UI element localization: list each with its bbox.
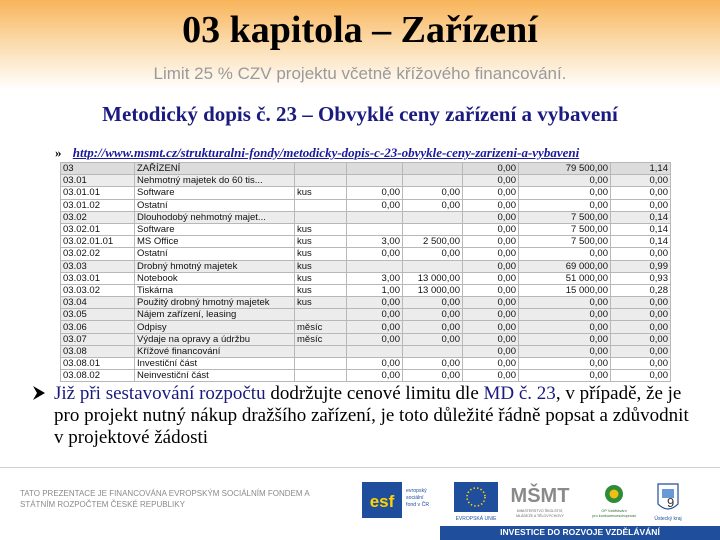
svg-text:evropskýsociálnífond v ČR: evropský sociální fond v ČR (406, 488, 430, 508)
table-cell: 0,14 (611, 223, 671, 235)
table-cell: 0,00 (403, 370, 463, 382)
table-cell: 0,00 (463, 284, 519, 296)
table-cell: 03.02.01.01 (61, 236, 135, 248)
table-cell: 0,28 (611, 284, 671, 296)
table-cell: 03.08.02 (61, 370, 135, 382)
table-cell: 0,00 (611, 345, 671, 357)
funding-logos (362, 478, 692, 524)
table-cell: 7 500,00 (519, 211, 611, 223)
esf-logo (362, 482, 429, 518)
svg-text:esf: esf (369, 492, 395, 511)
table-cell: 0,00 (463, 223, 519, 235)
table-cell: 1,00 (347, 284, 403, 296)
table-cell: Investiční část (135, 358, 295, 370)
table-cell: 7 500,00 (519, 223, 611, 235)
bullet-text-highlight: Již při sestavování rozpočtu (54, 383, 266, 404)
table-cell: Dlouhodobý nehmotný majet... (135, 211, 295, 223)
table-cell: 03 (61, 163, 135, 175)
table-cell: 3,00 (347, 272, 403, 284)
table-cell (347, 211, 403, 223)
svg-text:OP Vzdělávání: OP Vzdělávání (601, 509, 627, 513)
bullet-text-md: MD č. 23 (483, 383, 556, 404)
table-cell (403, 345, 463, 357)
table-row (61, 333, 671, 345)
table-cell: 0,00 (611, 187, 671, 199)
table-cell: 03.08 (61, 345, 135, 357)
table-cell: 79 500,00 (519, 163, 611, 175)
table-cell (403, 260, 463, 272)
table-row (61, 211, 671, 223)
table-cell: 15 000,00 (519, 284, 611, 296)
table-cell: 0,00 (463, 163, 519, 175)
table-cell: 13 000,00 (403, 284, 463, 296)
table-cell: 0,00 (463, 309, 519, 321)
table-cell: 0,00 (519, 199, 611, 211)
table-cell: 0,00 (519, 309, 611, 321)
table-cell: 69 000,00 (519, 260, 611, 272)
table-cell: Ostatní (135, 199, 295, 211)
table-cell: 0,00 (463, 260, 519, 272)
table-cell: 03.02.01 (61, 223, 135, 235)
table-cell: 0,00 (463, 211, 519, 223)
table-cell: 0,00 (463, 370, 519, 382)
table-row (61, 297, 671, 309)
table-cell: Notebook (135, 272, 295, 284)
table-cell: 0,00 (463, 236, 519, 248)
table-cell: 0,93 (611, 272, 671, 284)
table-row (61, 248, 671, 260)
table-cell: 03.01.01 (61, 187, 135, 199)
table-cell: Tiskárna (135, 284, 295, 296)
table-row (61, 358, 671, 370)
table-cell (347, 260, 403, 272)
table-cell: 0,00 (347, 370, 403, 382)
svg-text:MLÁDEŽE A TĚLOVÝCHOVY: MLÁDEŽE A TĚLOVÝCHOVY (516, 514, 564, 518)
table-cell: 0,00 (463, 358, 519, 370)
table-cell: kus (295, 248, 347, 260)
table-cell: kus (295, 187, 347, 199)
table-cell: 0,00 (347, 309, 403, 321)
table-cell: 03.07 (61, 333, 135, 345)
table-row (61, 321, 671, 333)
table-cell: kus (295, 223, 347, 235)
svg-text:Ústecký kraj: Ústecký kraj (654, 516, 682, 522)
table-cell: 0,00 (611, 175, 671, 187)
table-cell: 0,00 (403, 187, 463, 199)
svg-text:EVROPSKÁ UNIE: EVROPSKÁ UNIE (455, 516, 497, 522)
table-cell (295, 358, 347, 370)
table-cell (403, 223, 463, 235)
table-cell: 0,00 (347, 297, 403, 309)
budget-table-body (61, 163, 671, 382)
section-heading: Metodický dopis č. 23 – Obvyklé ceny zařízení a vybavení (102, 102, 618, 126)
svg-text:MŠMT: MŠMT (510, 485, 570, 507)
table-cell: 03.06 (61, 321, 135, 333)
table-cell: Software (135, 187, 295, 199)
table-cell (347, 175, 403, 187)
table-cell: 0,00 (519, 370, 611, 382)
table-row (61, 309, 671, 321)
footer-divider (0, 467, 720, 468)
table-cell: ZAŘÍZENÍ (135, 163, 295, 175)
table-cell: 2 500,00 (403, 236, 463, 248)
table-cell: 0,00 (519, 333, 611, 345)
table-row (61, 199, 671, 211)
table-cell: 0,00 (463, 199, 519, 211)
table-cell: 0,14 (611, 236, 671, 248)
table-cell: 03.03 (61, 260, 135, 272)
table-cell: MS Office (135, 236, 295, 248)
table-cell: 0,00 (463, 175, 519, 187)
table-cell: 0,00 (403, 321, 463, 333)
slide-title: 03 kapitola – Zařízení (182, 9, 538, 51)
budget-table (60, 162, 671, 382)
table-cell: 0,00 (611, 321, 671, 333)
table-cell: Nájem zařízení, leasing (135, 309, 295, 321)
table-row (61, 236, 671, 248)
table-cell: 03.01.02 (61, 199, 135, 211)
table-cell: 3,00 (347, 236, 403, 248)
table-row (61, 187, 671, 199)
table-cell: 0,00 (347, 358, 403, 370)
table-cell: 03.01 (61, 175, 135, 187)
table-cell: 0,00 (519, 248, 611, 260)
table-cell: Ostatní (135, 248, 295, 260)
table-cell: Neinvestiční část (135, 370, 295, 382)
table-cell: 0,00 (611, 248, 671, 260)
table-cell: 0,00 (519, 345, 611, 357)
svg-text:MINISTERSTVO ŠKOLSTVÍ,: MINISTERSTVO ŠKOLSTVÍ, (516, 509, 564, 513)
table-cell: 0,00 (611, 297, 671, 309)
table-cell: 0,99 (611, 260, 671, 272)
table-cell: 0,00 (519, 297, 611, 309)
bullet-text-part: dodržujte cenové limitu dle (265, 383, 484, 404)
table-cell: 03.05 (61, 309, 135, 321)
table-cell: 0,00 (519, 321, 611, 333)
table-cell (295, 345, 347, 357)
op-vk-logo (592, 485, 636, 518)
table-row (61, 272, 671, 284)
table-cell: 13 000,00 (403, 272, 463, 284)
bullet-text (54, 383, 697, 449)
msmt-logo (511, 483, 570, 518)
table-cell: 0,00 (403, 248, 463, 260)
methodical-letter-link[interactable]: http://www.msmt.cz/strukturalni-fondy/metodicky-dopis-c-23-obvykle-ceny-zarizeni-a-vybaveni (72, 145, 580, 160)
table-cell (295, 175, 347, 187)
table-cell: Křížové financování (135, 345, 295, 357)
table-cell: 0,00 (463, 248, 519, 260)
main-bullet (32, 383, 697, 449)
table-cell: 0,00 (347, 321, 403, 333)
budget-table-image (60, 162, 670, 382)
table-cell: 03.02.02 (61, 248, 135, 260)
table-cell: 0,00 (611, 333, 671, 345)
table-cell: 0,00 (519, 175, 611, 187)
table-cell: 0,00 (347, 199, 403, 211)
table-cell: 0,00 (611, 370, 671, 382)
table-row (61, 370, 671, 382)
table-cell: 0,00 (463, 321, 519, 333)
slide-subtitle: Limit 25 % CZV projektu včetně křížového financování. (153, 64, 567, 83)
table-cell (295, 370, 347, 382)
table-row (61, 163, 671, 175)
table-cell: 0,00 (519, 187, 611, 199)
table-cell (347, 223, 403, 235)
table-cell (295, 163, 347, 175)
table-cell: 03.02 (61, 211, 135, 223)
table-cell: 0,00 (463, 345, 519, 357)
table-cell: kus (295, 272, 347, 284)
table-row (61, 260, 671, 272)
table-cell: 0,00 (403, 297, 463, 309)
table-row (61, 345, 671, 357)
table-cell: 0,00 (611, 358, 671, 370)
table-cell: Nehmotný majetek do 60 tis... (135, 175, 295, 187)
table-cell (403, 211, 463, 223)
table-cell: 0,00 (403, 199, 463, 211)
table-cell: 0,00 (611, 199, 671, 211)
table-row (61, 223, 671, 235)
table-cell: 03.03.02 (61, 284, 135, 296)
table-cell: Software (135, 223, 295, 235)
table-cell: kus (295, 297, 347, 309)
table-cell: Drobný hmotný majetek (135, 260, 295, 272)
bullet-text-rest: , v případě, že je pro projekt nutný nákup dražšího zařízení, je toto důležité řádně popsat a zdůvodnit v projektové žádosti (54, 383, 689, 448)
link-marker: » (55, 145, 62, 160)
table-cell: kus (295, 284, 347, 296)
table-cell: 0,14 (611, 211, 671, 223)
table-cell: 0,00 (611, 309, 671, 321)
table-cell: 0,00 (463, 297, 519, 309)
svg-text:pro konkurenceschopnost: pro konkurenceschopnost (592, 514, 636, 518)
table-cell: Použitý drobný hmotný majetek (135, 297, 295, 309)
table-cell: kus (295, 260, 347, 272)
table-cell: 0,00 (347, 333, 403, 345)
table-cell: 03.03.01 (61, 272, 135, 284)
table-cell (403, 175, 463, 187)
table-cell: 1,14 (611, 163, 671, 175)
table-cell: 51 000,00 (519, 272, 611, 284)
table-cell: 0,00 (463, 333, 519, 345)
table-cell: 7 500,00 (519, 236, 611, 248)
table-row (61, 175, 671, 187)
table-cell (347, 345, 403, 357)
link-row (55, 145, 579, 161)
table-cell: Výdaje na opravy a údržbu (135, 333, 295, 345)
page-number: 9 (667, 495, 675, 510)
bottom-band-text: INVESTICE DO ROZVOJE VZDĚLÁVÁNÍ (500, 527, 660, 537)
arrow-bullet-icon (32, 385, 46, 401)
table-cell (295, 309, 347, 321)
table-cell: 0,00 (403, 358, 463, 370)
eu-logo (454, 482, 498, 522)
table-cell: 0,00 (403, 309, 463, 321)
table-cell: 0,00 (463, 272, 519, 284)
table-cell: měsíc (295, 333, 347, 345)
table-cell: kus (295, 236, 347, 248)
table-cell: 0,00 (403, 333, 463, 345)
table-row (61, 284, 671, 296)
table-cell (403, 163, 463, 175)
table-cell: 0,00 (347, 187, 403, 199)
table-cell (347, 163, 403, 175)
table-cell: 0,00 (519, 358, 611, 370)
table-cell: 03.04 (61, 297, 135, 309)
table-cell (295, 199, 347, 211)
footer-text: TATO PREZENTACE JE FINANCOVÁNA EVROPSKÝM SOCIÁLNÍM FONDEM A STÁTNÍM ROZPOČTEM ČESKÉ REPUBLIKY (20, 489, 310, 509)
table-cell: 03.08.01 (61, 358, 135, 370)
table-cell: 0,00 (347, 248, 403, 260)
table-cell: 0,00 (463, 187, 519, 199)
table-cell (295, 211, 347, 223)
table-cell: měsíc (295, 321, 347, 333)
table-cell: Odpisy (135, 321, 295, 333)
